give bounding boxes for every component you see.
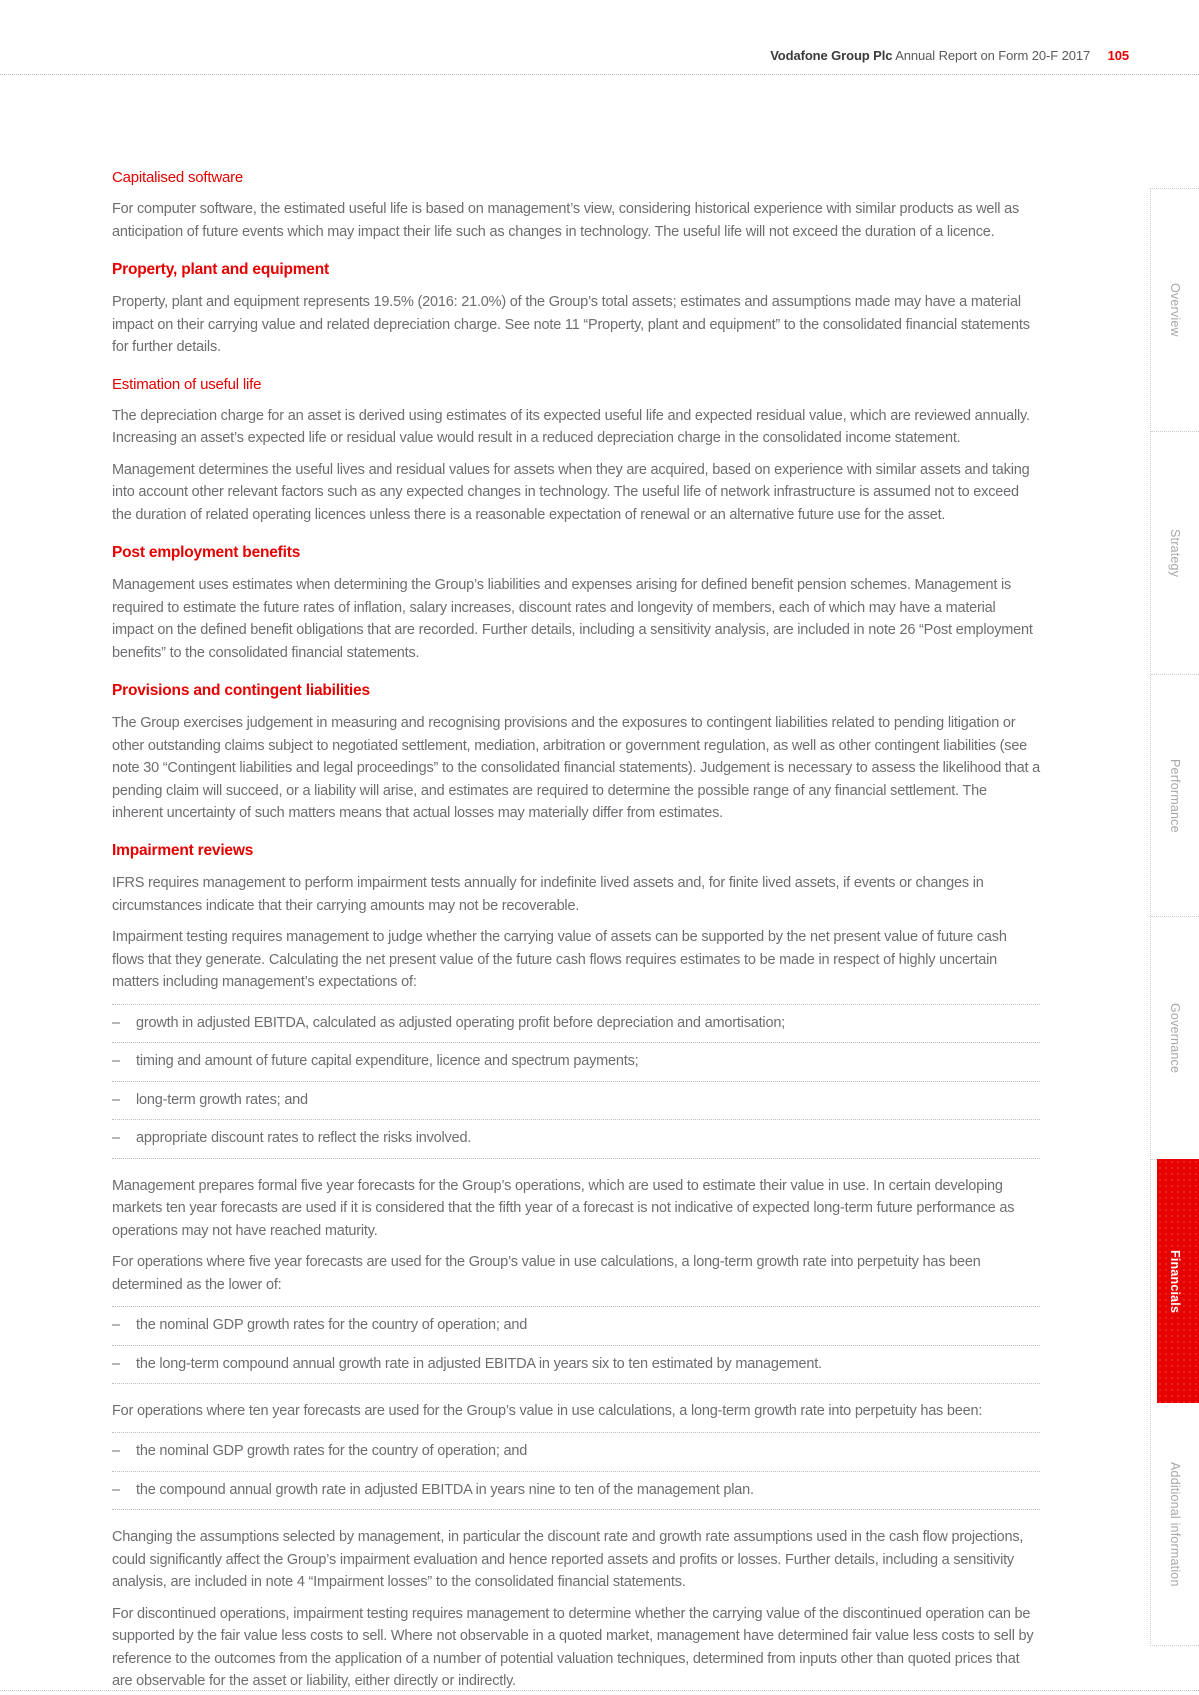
- body-paragraph: The Group exercises judgement in measuring and recognising provisions and the exposures to contingent liabilities related to pending litigation or other outstanding claims subject to negotiated settlement, mediation, arbitration or government regulation, as well as other contingent liabilities (see note 30 “Contingent liabilities and legal proceedings” to the consolidated financial statements). Judgement is necessary to assess the likelihood that a pending claim will succeed, or a liability will arise, and estimates are required to determine the possible range of any financial settlement. The inherent uncertainty of such matters means that actual losses may materially differ from estimates.: [112, 715, 1040, 821]
- section-tabs-sidebar: [1150, 188, 1199, 1646]
- list-item-text: the long-term compound annual growth rate in adjusted EBITDA in years six to ten estimated by management.: [136, 1355, 822, 1372]
- page-bottom-rule: [0, 1690, 1199, 1691]
- dash-bullet: –: [112, 1014, 120, 1031]
- dash-bullet: –: [112, 1091, 120, 1108]
- body-paragraph: For operations where ten year forecasts are used for the Group’s value in use calculations, a long-term growth rate into perpetuity has been:: [112, 1402, 983, 1419]
- section-heading-estimation-of-useful-life: Estimation of useful life: [112, 375, 262, 393]
- list-item: [112, 1081, 1040, 1119]
- section-heading-impairment-reviews: Impairment reviews: [112, 842, 254, 860]
- list-item: [112, 1432, 1040, 1470]
- dash-bullet: –: [112, 1053, 120, 1070]
- sidebar-tab-strategy[interactable]: [1151, 432, 1199, 675]
- list-item: [112, 1042, 1040, 1080]
- body-paragraph: Impairment testing requires management to judge whether the carrying value of assets can be supported by the net present value of future cash flows that they generate. Calculating the net present value of the future cash flows requires estimates to be made in respect of highly uncertain matters including management’s expectations of:: [112, 929, 1007, 991]
- list-item-text: long-term growth rates; and: [136, 1091, 308, 1108]
- body-paragraph: Changing the assumptions selected by management, in particular the discount rate and growth rate assumptions used in the cash flow projections, could significantly affect the Group’s impairment evaluation and hence reported assets and profits or losses. Further details, including a sensitivity analysis, are included in note 4 “Impairment losses” to the consolidated financial statements.: [112, 1529, 1024, 1591]
- list-item: [112, 1345, 1040, 1384]
- section-heading-capitalised-software: Capitalised software: [112, 169, 244, 186]
- dash-bullet: –: [112, 1481, 120, 1498]
- list-item-text: the nominal GDP growth rates for the country of operation; and: [136, 1443, 528, 1460]
- page-header: [0, 0, 1199, 75]
- dash-bullet: –: [112, 1130, 120, 1147]
- body-paragraph: IFRS requires management to perform impairment tests annually for indefinite lived assets and, for finite lived assets, if events or changes in circumstances indicate that their carrying amounts may not be recoverable.: [112, 875, 984, 914]
- dash-bullet: –: [112, 1355, 120, 1372]
- header-text: [770, 48, 1129, 63]
- list-item-text: timing and amount of future capital expenditure, licence and spectrum payments;: [136, 1053, 639, 1070]
- report-title: Annual Report on Form 20-F 2017: [895, 48, 1091, 63]
- body-paragraph: For computer software, the estimated useful life is based on management’s view, considering historical experience with similar products as well as anticipation of future events which may impact their life such as changes in technology. The useful life will not exceed the duration of a licence.: [112, 201, 1020, 240]
- sidebar-tab-label: Governance: [1168, 1003, 1182, 1074]
- list-item-text: growth in adjusted EBITDA, calculated as adjusted operating profit before depreciation and amortisation;: [136, 1014, 786, 1031]
- sidebar-tab-label: Strategy: [1168, 528, 1182, 577]
- bullet-list: [112, 1004, 1040, 1159]
- section-heading-post-employment-benefits: Post employment benefits: [112, 544, 301, 562]
- body-paragraph: The depreciation charge for an asset is derived using estimates of its expected useful life and expected residual value, which are reviewed annually. Increasing an asset’s expected life or residual value would result in a reduced depreciation charge in the consolidated income statement.: [112, 407, 1030, 447]
- body-paragraph: Management uses estimates when determining the Group’s liabilities and expenses arising for defined benefit pension schemes. Management is required to estimate the future rates of inflation, salary increases, discount rates and longevity of members, each of which may have a material impact on the defined benefit obligations that are recorded. Further details, including a sensitivity analysis, are included in note 26 “Post employment benefits” to the consolidated financial statements.: [112, 577, 1033, 661]
- list-item-text: the nominal GDP growth rates for the country of operation; and: [136, 1317, 528, 1334]
- company-name: Vodafone Group Plc: [770, 48, 893, 63]
- sidebar-tab-label: Performance: [1168, 758, 1182, 833]
- section-heading-property-plant-and-equipment: Property, plant and equipment: [112, 261, 329, 279]
- sidebar-tab-overview[interactable]: [1151, 189, 1199, 432]
- sidebar-tab-performance[interactable]: [1151, 675, 1199, 918]
- bullet-list: [112, 1306, 1040, 1384]
- main-content: [112, 166, 1040, 1693]
- page-number: 105: [1107, 48, 1129, 63]
- dash-bullet: –: [112, 1317, 120, 1334]
- body-paragraph: Management determines the useful lives and residual values for assets when they are acquired, based on experience with similar assets and taking into account other relevant factors such as any expected changes in technology. The useful life of network infrastructure is assumed not to exceed the duration of related operating licences unless there is a reasonable expectation of renewal or an alternative future use for the asset.: [112, 461, 1030, 523]
- sidebar-tab-additional-information[interactable]: [1151, 1403, 1199, 1645]
- sidebar-tab-label: Additional information: [1168, 1461, 1182, 1587]
- list-item-text: the compound annual growth rate in adjusted EBITDA in years nine to ten of the management plan.: [136, 1481, 754, 1498]
- list-item: [112, 1471, 1040, 1510]
- bullet-list: [112, 1432, 1040, 1510]
- list-item: [112, 1004, 1040, 1042]
- body-paragraph: For discontinued operations, impairment testing requires management to determine whether the carrying value of the discontinued operation can be supported by the fair value less costs to sell. Where not observable in a quoted market, management have determined fair value less costs to sell by reference to the outcomes from the application of a number of potential valuation techniques, determined from inputs other than quoted prices that are observable for the asset or liability, either directly or indirectly.: [112, 1605, 1034, 1690]
- body-paragraph: Management prepares formal five year forecasts for the Group’s operations, which are used to estimate their value in use. In certain developing markets ten year forecasts are used if it is considered that the fifth year of a forecast is not indicative of expected long-term future performance as operations may not have reached maturity.: [112, 1177, 1015, 1239]
- sidebar-tab-label: Financials: [1168, 1249, 1182, 1313]
- sidebar-tab-financials[interactable]: [1151, 1160, 1199, 1403]
- list-item-text: appropriate discount rates to reflect the risks involved.: [136, 1130, 472, 1147]
- body-paragraph: For operations where five year forecasts are used for the Group’s value in use calculations, a long-term growth rate into perpetuity has been determined as the lower of:: [112, 1254, 981, 1293]
- section-heading-provisions-and-contingent-liabilities: Provisions and contingent liabilities: [112, 682, 370, 700]
- list-item: [112, 1306, 1040, 1344]
- body-paragraph: Property, plant and equipment represents 19.5% (2016: 21.0%) of the Group’s total assets; estimates and assumptions made may have a material impact on their carrying value and related depreciation charge. See note 11 “Property, plant and equipment” to the consolidated financial statements for further details.: [112, 294, 1030, 356]
- sidebar-tab-label: Overview: [1168, 283, 1182, 337]
- dash-bullet: –: [112, 1443, 120, 1460]
- sidebar-tab-governance[interactable]: [1151, 917, 1199, 1160]
- list-item: [112, 1119, 1040, 1158]
